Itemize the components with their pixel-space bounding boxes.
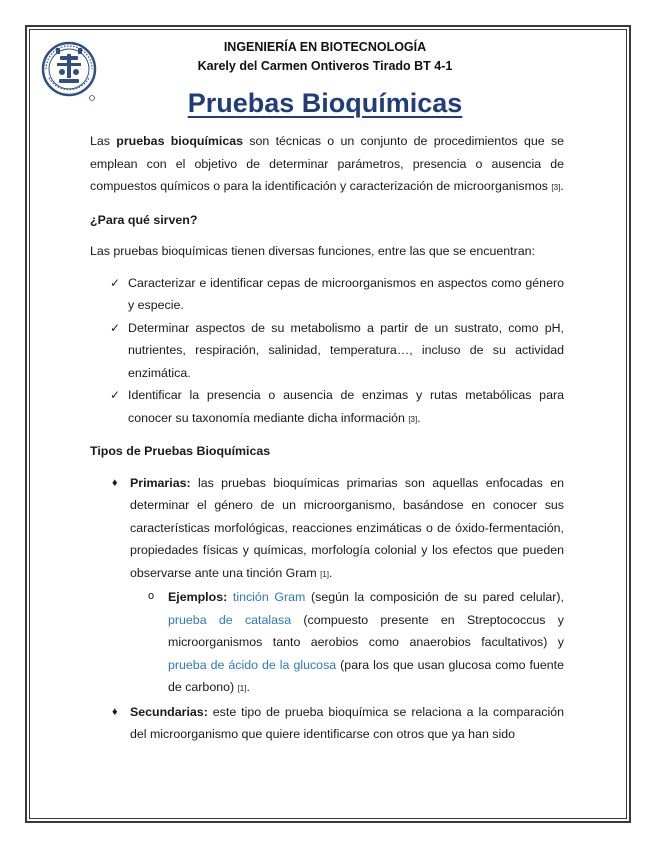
types-list <box>90 472 564 746</box>
purpose-list <box>90 272 564 432</box>
list-item: ✓ Determinar aspectos de su metabolismo a partir de un sustrato, como pH, nutrientes, respiración, salinidad, temperatura…, incluso de su actividad enzimática. <box>128 317 564 385</box>
list-item-ejemplos: o Ejemplos: tinción Gram (según la composición de su pared celular), prueba de catalasa (compuesto presente en Streptococcus y microorganismos tanto aerobios como anaerobios facultativos) y prueba de ácido de la glucosa (para los que usan glucosa como fuente de carbono) [1]. <box>168 586 564 701</box>
list-item-primarias: ♦ Primarias: las pruebas bioquímicas primarias son aquellas enfocadas en determinar el género de un microorganismo, basándose en conocer sus características morfológicas, reacciones enzimáticas o de óxido-fermentación, propiedades físicas y químicas, morfología colonial y los efectos que pueden observarse ante una tinción Gram [1]. o Ejemplos: tinción Gram (según la composición de su pared celular), prueba de catalasa (compuesto presente en Streptococcus y microorganismos tanto aerobios como anaerobios facultativos) y prueba de ácido de la glucosa (para los que usan glucosa como fuente de carbono) [1]. <box>130 472 564 701</box>
link-prueba-catalasa[interactable]: prueba de catalasa <box>168 612 292 627</box>
list-item: ✓ Caracterizar e identificar cepas de microorganismos en aspectos como género y especie. <box>128 272 564 317</box>
list-item: ✓ Identificar la presencia o ausencia de enzimas y rutas metabólicas para conocer su taxonomía mediante dicha información [3]. <box>128 384 564 431</box>
purpose-lead: Las pruebas bioquímicas tienen diversas funciones, entre las que se encuentran: <box>90 244 535 258</box>
list-item-secundarias: ♦ Secundarias: este tipo de prueba bioquímica se relaciona a la comparación del microorganismo que quiere identificarse con otros que ya han sido <box>130 701 564 746</box>
document-body <box>90 130 564 746</box>
link-prueba-acido-glucosa[interactable]: prueba de ácido de la glucosa <box>168 657 337 672</box>
examples-list <box>130 586 564 701</box>
header-program: INGENIERÍA EN BIOTECNOLOGÍA <box>223 40 427 54</box>
link-tincion-gram[interactable]: tinción Gram <box>232 590 306 604</box>
university-seal-icon <box>40 36 98 106</box>
intro-paragraph: Las pruebas bioquímicas son técnicas o un conjunto de procedimientos que se emplean con el objetivo de determinar parámetros, presencia o ausencia de compuestos químicos o para la identificación y caracterización de microorganismos [3]. <box>90 134 565 193</box>
header-author: Karely del Carmen Ontiveros Tirado BT 4-1 <box>197 59 453 73</box>
page-title: Pruebas Bioquímicas <box>187 88 463 118</box>
section-heading-purpose: ¿Para qué sirven? <box>90 212 198 227</box>
section-heading-types: Tipos de Pruebas Bioquímicas <box>90 444 271 458</box>
